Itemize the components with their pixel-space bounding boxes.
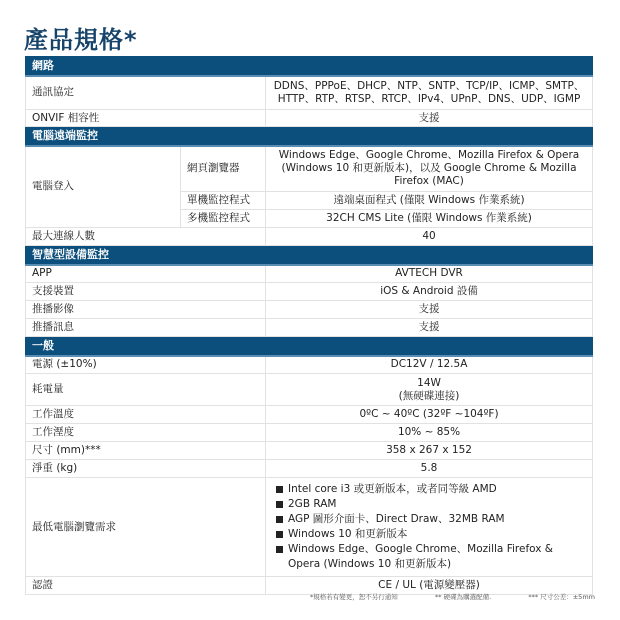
row-sublabel: 網頁瀏覽器 (181, 146, 266, 192)
row-value: AVTECH DVR (266, 265, 593, 283)
row-value: 支援 (266, 110, 593, 127)
row-value: 10% ~ 85% (266, 424, 593, 442)
row-value: DC12V / 12.5A (266, 356, 593, 374)
square-bullet-icon (276, 501, 283, 508)
table-row (26, 283, 593, 301)
table-row (26, 110, 593, 127)
table-row (26, 319, 593, 337)
table-row (26, 146, 593, 192)
row-label: 工作溼度 (26, 424, 266, 442)
table-row (26, 265, 593, 283)
row-value: 358 x 267 x 152 (266, 442, 593, 460)
table-row (26, 406, 593, 424)
square-bullet-icon (276, 546, 283, 553)
row-label: APP (26, 265, 266, 283)
table-row (26, 374, 593, 406)
section-smart-header: 智慧型設備監控 (26, 246, 593, 265)
section-general-header: 一般 (26, 337, 593, 356)
row-value: Windows Edge、Google Chrome、Mozilla Firefox & Opera (Windows 10 和更新版本)，以及 Google Chrome & Mozilla Firefox (MAC) (266, 146, 593, 192)
row-label: 工作溫度 (26, 406, 266, 424)
row-label: 通訊協定 (26, 76, 266, 110)
table-row (26, 478, 593, 577)
page-title: 產品規格* (24, 26, 138, 54)
section-network-header: 網路 (26, 57, 593, 76)
list-item: 2GB RAM (276, 497, 582, 512)
table-row (26, 356, 593, 374)
footnotes (310, 592, 595, 601)
square-bullet-icon (276, 516, 283, 523)
row-value: 5.8 (266, 460, 593, 478)
row-label: 認證 (26, 577, 266, 595)
row-label: 最大連線人數 (26, 228, 266, 246)
footnote-hdd: ** 硬碟為購選配備. (435, 593, 492, 601)
list-item: Intel core i3 或更新版本，或者同等級 AMD (276, 482, 582, 497)
row-sublabel: 多機監控程式 (181, 210, 266, 228)
footnote-spec-change: *規格若有變更，恕不另行通知 (310, 593, 398, 601)
row-label: 耗電量 (26, 374, 266, 406)
row-value: 40 (266, 228, 593, 246)
row-label: 最低電腦瀏覽需求 (26, 478, 266, 577)
list-item: Windows 10 和更新版本 (276, 527, 582, 542)
square-bullet-icon (276, 531, 283, 538)
row-value: CE / UL (電源變壓器) (266, 577, 593, 595)
row-value: DDNS、PPPoE、DHCP、NTP、SNTP、TCP/IP、ICMP、SMTP、 HTTP、RTP、RTSP、RTCP、IPv4、UPnP、DNS、UDP、IGMP (266, 76, 593, 110)
table-row (26, 228, 593, 246)
list-item: AGP 圖形介面卡、Direct Draw、32MB RAM (276, 512, 582, 527)
row-value: 遠端桌面程式 (僅限 Windows 作業系統) (266, 192, 593, 210)
row-sublabel: 單機監控程式 (181, 192, 266, 210)
section-remote-header: 電腦遠端監控 (26, 127, 593, 146)
row-value: iOS & Android 設備 (266, 283, 593, 301)
row-value: 0ºC ~ 40ºC (32ºF ~104ºF) (266, 406, 593, 424)
min-requirements-list (266, 478, 593, 577)
square-bullet-icon (276, 486, 283, 493)
row-label: 推播訊息 (26, 319, 266, 337)
spec-table (25, 56, 593, 595)
row-value: 14W (無硬碟連接) (266, 374, 593, 406)
table-row (26, 442, 593, 460)
row-label: 尺寸 (mm)*** (26, 442, 266, 460)
table-row (26, 424, 593, 442)
table-row (26, 76, 593, 110)
table-row (26, 301, 593, 319)
row-label: 推播影像 (26, 301, 266, 319)
row-value: 支援 (266, 319, 593, 337)
row-label: 淨重 (kg) (26, 460, 266, 478)
row-value: 支援 (266, 301, 593, 319)
row-label: 電源 (±10%) (26, 356, 266, 374)
footnote-tolerance: *** 尺寸公差：±5mm (528, 593, 595, 601)
table-row (26, 460, 593, 478)
row-value: 32CH CMS Lite (僅限 Windows 作業系統) (266, 210, 593, 228)
list-item: Windows Edge、Google Chrome、Mozilla Firefox & Opera (Windows 10 和更新版本) (276, 542, 582, 572)
row-label: 電腦登入 (26, 146, 181, 228)
row-label: 支援裝置 (26, 283, 266, 301)
row-label: ONVIF 相容性 (26, 110, 266, 127)
